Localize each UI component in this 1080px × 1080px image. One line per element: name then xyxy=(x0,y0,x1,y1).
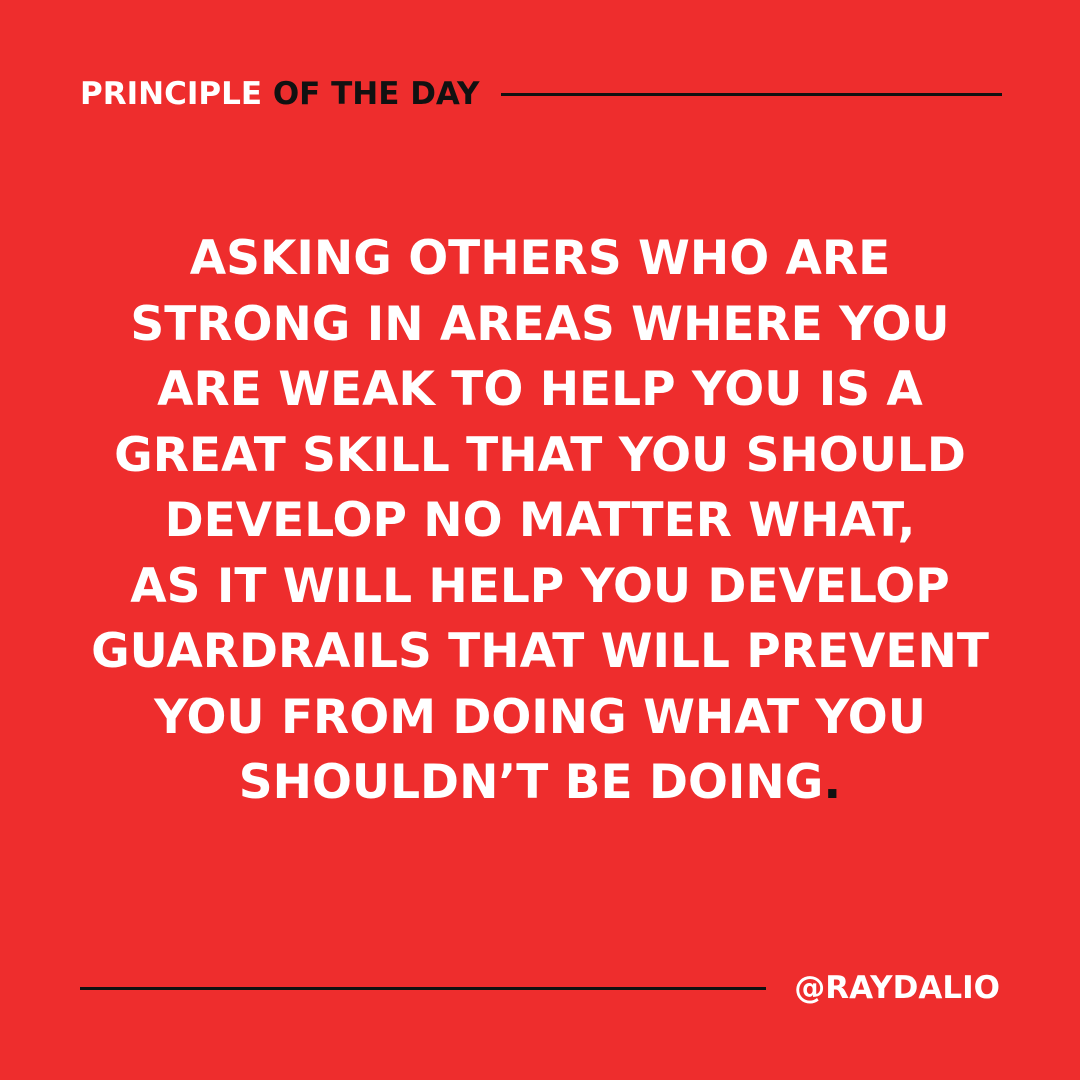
quote-line-1: ASKING OTHERS WHO ARE xyxy=(189,231,891,286)
header-title-of-the-day: OF THE DAY xyxy=(272,76,480,112)
quote-line-3: ARE WEAK TO HELP YOU IS A xyxy=(157,362,923,417)
quote-line-9-text: SHOULDN’T BE DOING xyxy=(238,755,824,810)
quote-line-5: DEVELOP NO MATTER WHAT, xyxy=(164,493,916,548)
footer xyxy=(80,966,1000,1010)
quote-line-7: GUARDRAILS THAT WILL PREVENT xyxy=(91,624,989,679)
quote-line-6: AS IT WILL HELP YOU DEVELOP xyxy=(130,558,950,614)
author-handle[interactable]: @RAYDALIO xyxy=(794,970,1000,1006)
principle-quote xyxy=(40,226,1040,816)
quote-line-9 xyxy=(40,750,1040,816)
footer-divider xyxy=(80,987,766,990)
header-title-principle: PRINCIPLE xyxy=(80,76,263,112)
header-divider xyxy=(501,93,1002,96)
quote-line-4: GREAT SKILL THAT YOU SHOULD xyxy=(114,427,966,483)
quote-line-8: YOU FROM DOING WHAT YOU xyxy=(154,689,926,745)
header-title xyxy=(80,72,479,116)
quote-final-period: . xyxy=(823,755,842,810)
quote-line-2: STRONG IN AREAS WHERE YOU xyxy=(130,296,950,352)
header xyxy=(80,72,1002,116)
